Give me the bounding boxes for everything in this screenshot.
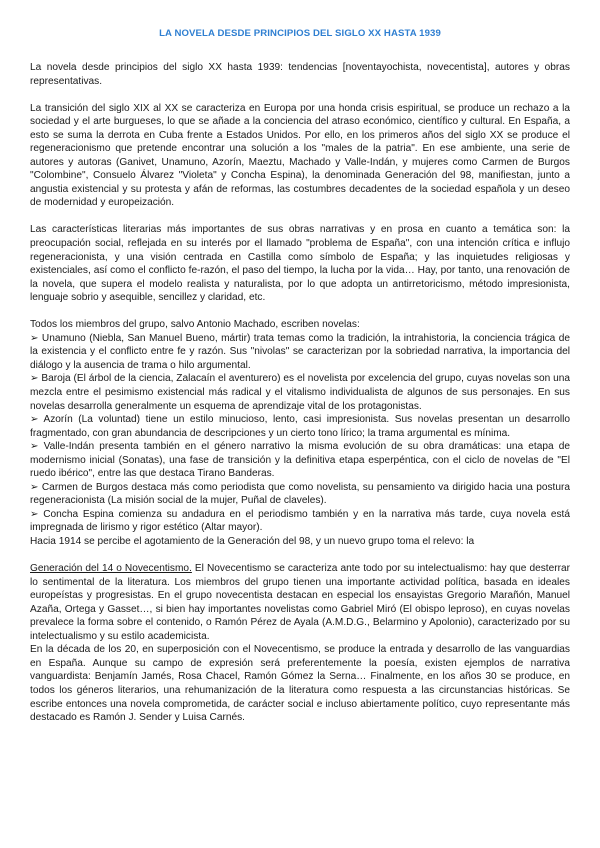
members-lead: Todos los miembros del grupo, salvo Antonio Machado, escriben novelas: (30, 319, 360, 331)
bullet-baroja: ➢ Baroja (El árbol de la ciencia, Zalacaín el aventurero) es el novelista por excelencia del grupo, cuyas novelas son una mezcla entre el pesimismo existencial más radical y el vitalismo individualista de algunos de sus personajes. En sus novelas desarrolla generalmente un esquema de aprendizaje vital de los protagonistas. (30, 373, 570, 412)
bullet-azorin: ➢ Azorín (La voluntad) tiene un estilo minucioso, lento, casi impresionista. Sus novelas presentan un desarrollo fragmentado, con gran abundancia de descripciones y un cierto tono lírico; la trama argumental es mínima. (30, 414, 570, 439)
characteristics-paragraph: Las características literarias más importantes de sus obras narrativas y en prosa en cuanto a temática son: la preocupación social, reflejada en su interés por el llamado "problema de España", con una intención crítica e influjo regeneracionista, y una visión centrada en Castilla como símbolo de España; y las inquietudes religiosas y existenciales, así como el conflicto fe-razón, el paso del tiempo, la lucha por la vida… Hay, por tanto, una renovación de la novela, que supera el modelo realista y naturalista, por lo que adopta un antirretoricismo, método impresionista, lenguaje sobrio y asequible, sencillez y claridad, etc. (30, 224, 570, 304)
page-title: LA NOVELA DESDE PRINCIPIOS DEL SIGLO XX HASTA 1939 (159, 28, 441, 39)
intro-paragraph: La novela desde principios del siglo XX hasta 1939: tendencias [noventayochista, novecentista], autores y obras representativas. (30, 62, 570, 87)
bullet-valle-inclan: ➢ Valle-Indán presenta también en el género narrativo la misma evolución de su obra dramáticas: una etapa de modernismo inicial (Sonatas), una fase de transición y la definitiva etapa esperpéntica, con el ciclo de novelas de "El ruedo ibérico", entre las que destaca Tirano Banderas. (30, 441, 570, 480)
novecentismo-text: El Novecentismo se caracteriza ante todo por su intelectualismo: hay que desterrar lo sentimental de la literatura. Los miembros del grupo tienen una importante actividad política, basada en ideales europeístas y progresistas. En el grupo novecentista destacan en especial los ensayistas Gregorio Marañón, Manuel Azaña, Ortega y Gasset…, si bien hay importantes novelistas como Gabriel Miró (El obispo leproso), en cuyas novelas prevalece la forma sobre el contenido, o Ramón Pérez de Ayala (A.M.D.G., Belarmino y Apolonio), caracterizado por su intelectualismo y su estilo academicista. (30, 563, 570, 642)
bullet-carmen-de-burgos: ➢ Carmen de Burgos destaca más como periodista que como novelista, su pensamiento va dirigido hacia una postura regeneracionista (La misión social de la mujer, Puñal de claveles). (30, 481, 570, 507)
bullet-concha-espina: ➢ Concha Espina comienza su andadura en el periodismo también y en la narrativa más tarde, cuya novela está impregnada de lirismo y rigor estético (Altar mayor). (30, 508, 570, 534)
novecentismo-heading: Generación del 14 o Novecentismo. (30, 563, 192, 575)
vanguardias-paragraph: En la década de los 20, en superposición con el Novecentismo, se produce la entrada y desarrollo de las vanguardias en España. Aunque su campo de expresión será preferentemente la poesía, existen ejemplos de narrativa vanguardista: Benjamín Jamés, Rosa Chacel, Ramón Gómez la Serna… Finalmente, en los años 30 se produce, en todos los géneros literarios, una rehumanización de la literatura como respuesta a las circunstancias históricas. Se escribe entonces una novela comprometida, de carácter social e incluso abiertamente político, cuyo representante más destacado es Ramón J. Sender y Luisa Carnés. (30, 644, 570, 724)
bullet-unamuno: ➢ Unamuno (Niebla, San Manuel Bueno, mártir) trata temas como la tradición, la intrahistoria, la conciencia trágica de la existencia y el conflicto entre fe y razón. Sus "nivolas" se caracterizan por la sobriedad narrativa, la importancia del diálogo y la ausencia de trama o hilo argumental. (30, 332, 570, 371)
context-paragraph: La transición del siglo XIX al XX se caracteriza en Europa por una honda crisis espiritual, se produce un rechazo a la sociedad y el arte burgueses, lo que se añade a la conciencia del atraso económico, científico y cultural. En España, a esto se suma la derrota en Cuba frente a Estados Unidos. Por ello, en los primeros años del siglo XX se produce el regeneracionismo que pretende encontrar una solución a los "males de la patria". En ese ambiente, una serie de autores y autoras (Ganivet, Unamuno, Azorín, Maeztu, Machado y Valle-Indán, y mujeres como Carmen de Burgos "Colombine", Consuelo Álvarez "Violeta" y Concha Espina), la denominada Generación del 98, manifiestan, junto a angustia existencial y su protesta y afán de reformas, las costumbres decadentes de la sociedad española y un deseo de modernidad y europeización. (30, 102, 570, 209)
novecentismo-paragraph (30, 562, 570, 643)
transition-line: Hacia 1914 se percibe el agotamiento de la Generación del 98, y un nuevo grupo toma el relevo: la (30, 536, 475, 547)
